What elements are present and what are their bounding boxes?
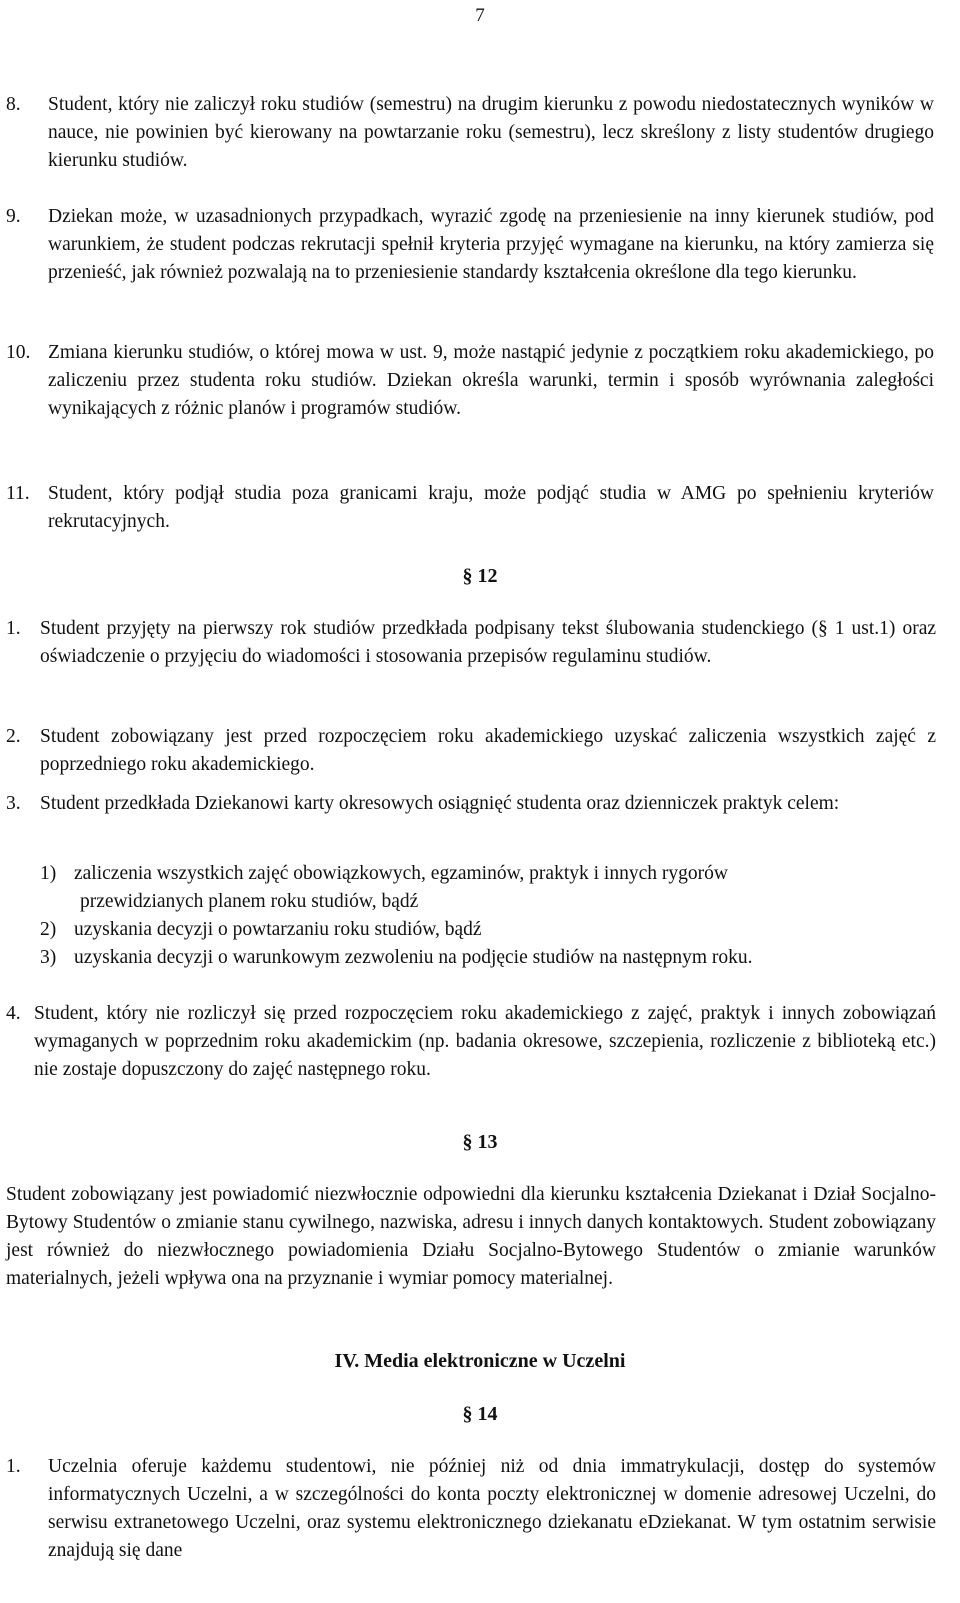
- list-item-text: zaliczenia wszystkich zajęć obowiązkowych, egzaminów, praktyk i innych rygorów: [74, 863, 728, 884]
- section-13-text: Student zobowiązany jest powiadomić niezwłocznie odpowiedni dla kierunku kształcenia Dziekanat i Dział Socjalno-Bytowy Studentów o zmianie stanu cywilnego, nazwiska, adresu i innych danych kontaktowych. Student zobowiązany jest również do niezwłocznego powiadomienia Działu Socjalno-Bytowego Studentów o zmianie warunków materialnych, jeżeli wpływa ona na przyznanie i wymiar pomocy materialnej.: [6, 1184, 936, 1289]
- list-item-text: uzyskania decyzji o powtarzaniu roku studiów, bądź: [74, 919, 482, 940]
- section-12-paragraph-1: [6, 615, 936, 671]
- section-14-mark: § 14: [462, 1403, 498, 1425]
- paragraph-text: Student, który nie zaliczył roku studiów (semestru) na drugim kierunku z powodu niedostatecznych wyników w nauce, nie powinien być kierowany na powtarzanie roku (semestru), lecz skreślony z listy studentów drugiego kierunku studiów.: [48, 94, 934, 171]
- paragraph-text: Zmiana kierunku studiów, o której mowa w ust. 9, może nastąpić jedynie z początkiem roku akademickiego, po zaliczeniu przez studenta roku studiów. Dziekan określa warunki, termin i sposób wyrównania zaległości wynikających z różnic planów i programów studiów.: [48, 342, 934, 419]
- paragraph-8: [6, 91, 934, 175]
- section-12-mark: § 12: [462, 565, 498, 587]
- paragraph-text: Student, który podjął studia poza granicami kraju, może podjąć studia w AMG po spełnieniu kryteriów rekrutacyjnych.: [48, 483, 934, 532]
- list-item: [40, 916, 938, 944]
- paragraph-number: 1.: [6, 1456, 21, 1477]
- paragraph-number: 10.: [6, 342, 31, 363]
- paragraph-number: 3.: [6, 793, 21, 814]
- paragraph-text: Student zobowiązany jest przed rozpoczęciem roku akademickiego uzyskać zaliczenia wszystkich zajęć z poprzedniego roku akademickiego.: [40, 726, 936, 775]
- section-12-paragraph-4: [6, 1000, 936, 1084]
- paragraph-number: 8.: [6, 94, 21, 115]
- list-item-number: 2): [40, 919, 57, 940]
- paragraph-10: [6, 339, 934, 423]
- list-item-number: 1): [40, 863, 57, 884]
- chapter-heading: IV. Media elektroniczne w Uczelni: [334, 1350, 626, 1372]
- paragraph-9: [6, 203, 934, 287]
- list-item: [40, 944, 938, 972]
- section-12-sublist: [40, 860, 938, 972]
- paragraph-11: [6, 480, 934, 536]
- paragraph-text: Student przyjęty na pierwszy rok studiów przedkłada podpisany tekst ślubowania studenckiego (§ 1 ust.1) oraz oświadczenie o przyjęciu do wiadomości i stosowania przepisów regulaminu studiów.: [40, 618, 936, 667]
- paragraph-number: 11.: [6, 483, 30, 504]
- paragraph-text: Dziekan może, w uzasadnionych przypadkach, wyrazić zgodę na przeniesienie na inny kierunek studiów, pod warunkiem, że student podczas rekrutacji spełnił kryteria przyjęć wymagane na kierunku, na który zamierza się przenieść, jak również pozwalają na to przeniesienie standardy kształcenia określone dla tego kierunku.: [48, 206, 934, 283]
- list-item: [40, 860, 938, 888]
- paragraph-number: 4.: [6, 1003, 21, 1024]
- section-14-paragraph-1: [6, 1453, 936, 1565]
- paragraph-text: Student, który nie rozliczył się przed rozpoczęciem roku akademickiego z zajęć, praktyk i innych zobowiązań wymaganych w poprzednim roku akademickim (np. badania okresowe, szczepienia, rozliczenie z biblioteką etc.) nie zostaje dopuszczony do zajęć następnego roku.: [34, 1003, 936, 1080]
- list-item-continuation: przewidzianych planem roku studiów, bądź: [80, 891, 419, 912]
- paragraph-text: Student przedkłada Dziekanowi karty okresowych osiągnięć studenta oraz dzienniczek praktyk celem:: [40, 793, 840, 814]
- section-12-paragraph-3: [6, 790, 936, 818]
- paragraph-number: 9.: [6, 206, 21, 227]
- section-12-paragraph-2: [6, 723, 936, 779]
- page-number: 7: [475, 5, 485, 26]
- section-13-mark: § 13: [462, 1131, 498, 1153]
- paragraph-number: 1.: [6, 618, 21, 639]
- paragraph-text: Uczelnia oferuje każdemu studentowi, nie później niż od dnia immatrykulacji, dostęp do systemów informatycznych Uczelni, a w szczególności do konta poczty elektronicznej w domenie adresowej Uczelni, do serwisu extranetowego Uczelni, oraz systemu elektronicznego dziekanatu eDziekanat. W tym ostatnim serwisie znajdują się dane: [48, 1456, 936, 1561]
- paragraph-number: 2.: [6, 726, 21, 747]
- list-item-number: 3): [40, 947, 57, 968]
- list-item-text: uzyskania decyzji o warunkowym zezwoleniu na podjęcie studiów na następnym roku.: [74, 947, 753, 968]
